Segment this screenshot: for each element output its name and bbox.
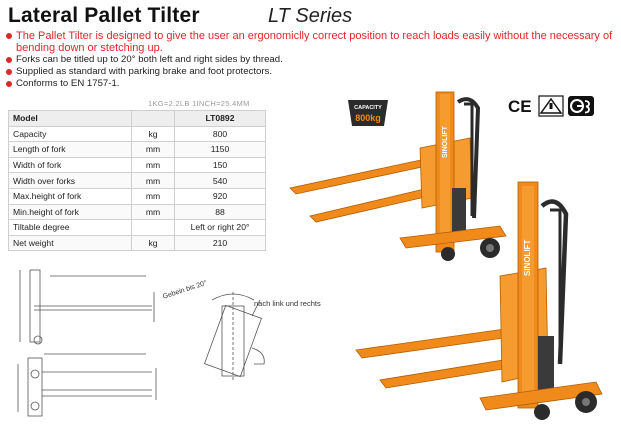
spec-unit: mm (132, 173, 175, 189)
technical-drawing (10, 262, 160, 422)
tilt-direction-label: nach link und rechts (254, 299, 321, 308)
top-view-frame (28, 358, 42, 416)
spec-unit: mm (132, 142, 175, 158)
feature-item (6, 66, 618, 78)
spec-value: 920 (175, 188, 266, 204)
spec-value: 1150 (175, 142, 266, 158)
bullet-dot-icon (6, 33, 12, 39)
safety-triangle-icon (539, 96, 563, 116)
table-row (9, 173, 266, 189)
series-name: LT Series (268, 5, 353, 27)
feature-text: Forks can be titled up to 20° both left and right sides by thread. (16, 54, 283, 65)
column-header-lt0892: LT0892 (175, 111, 266, 127)
bullet-dot-icon (6, 57, 12, 63)
page-title: Lateral Pallet Tilter (8, 4, 200, 27)
feature-text: The Pallet Tilter is designed to give the user an ergonomiclly correct position to reach loads easily without the necessary of bending down or stetching up. (16, 30, 613, 54)
spec-name: Length of fork (9, 142, 132, 158)
column-header-unit (132, 111, 175, 127)
spec-name: Net weight (9, 235, 132, 251)
spec-name: Tiltable degree (9, 220, 132, 236)
badge-label: CAPACITY (354, 105, 382, 111)
spec-value: 800 (175, 126, 266, 142)
spec-unit: mm (132, 157, 175, 173)
pump (538, 336, 554, 396)
bullet-dot-icon (6, 69, 12, 75)
spec-unit: kg (132, 126, 175, 142)
feature-list (6, 30, 618, 90)
spec-unit (132, 220, 175, 236)
spec-name: Min.height of fork (9, 204, 132, 220)
table-row (9, 235, 266, 251)
table-row (9, 220, 266, 236)
table-row (9, 188, 266, 204)
feature-text: Conforms to EN 1757-1. (16, 78, 120, 89)
pallet-tilter-image-2 (350, 176, 620, 424)
spec-value: 210 (175, 235, 266, 251)
table-row (9, 126, 266, 142)
table-row (9, 204, 266, 220)
spec-value: 150 (175, 157, 266, 173)
badge-value: 800kg (355, 113, 381, 123)
spec-name: Width over forks (9, 173, 132, 189)
spec-name: Capacity (9, 126, 132, 142)
spec-value: 540 (175, 173, 266, 189)
feature-item (6, 54, 618, 66)
feature-text: Supplied as standard with parking brake and foot protectors. (16, 66, 272, 77)
spec-value: 88 (175, 204, 266, 220)
brand-text: SINOLIFT (523, 239, 532, 276)
table-row (9, 157, 266, 173)
column-header-model: Model (9, 111, 132, 127)
tilt-angle-label: Gebein bis 20° (162, 279, 208, 301)
spec-name: Max.height of fork (9, 188, 132, 204)
spec-name: Width of fork (9, 157, 132, 173)
brand-text: SINOLIFT (442, 126, 449, 158)
unit-conversion-note: 1KG=2.2LB 1INCH=25.4MM (148, 99, 250, 108)
table-header-row (9, 111, 266, 127)
feature-item (6, 30, 618, 54)
gs-mark-icon (568, 96, 594, 116)
table-row (9, 142, 266, 158)
spec-unit: mm (132, 204, 175, 220)
wheel (534, 404, 550, 420)
svg-text:CE: CE (508, 97, 532, 116)
spec-table (8, 110, 266, 251)
spec-value: Left or right 20° (175, 220, 266, 236)
bullet-dot-icon (6, 81, 12, 87)
spec-unit: kg (132, 235, 175, 251)
spec-unit: mm (132, 188, 175, 204)
